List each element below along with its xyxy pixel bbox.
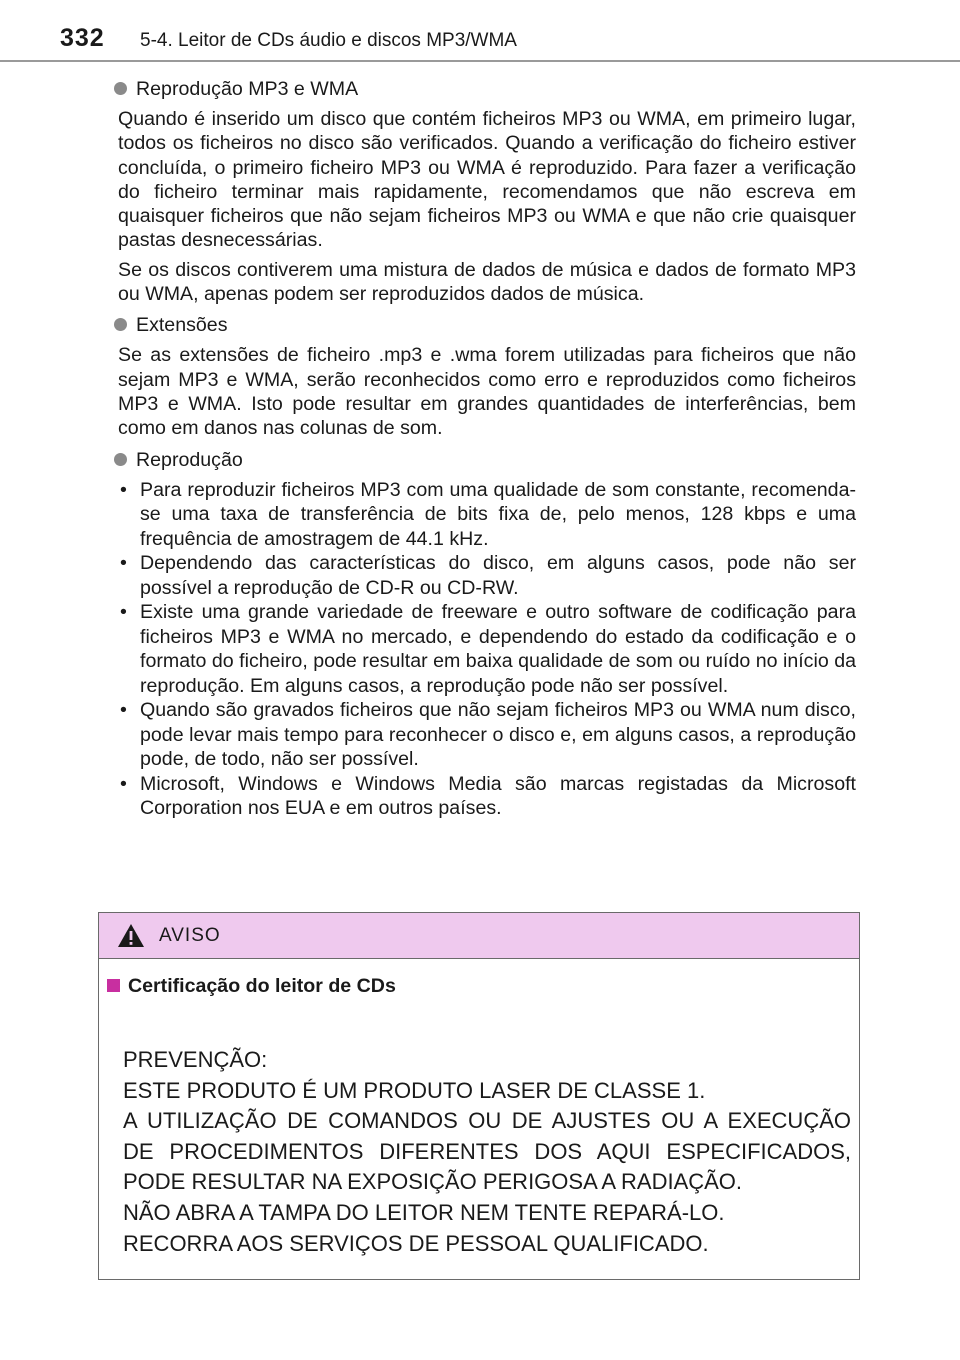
bullet-dot-icon: •	[120, 552, 127, 575]
item-title: Reprodução MP3 e WMA	[136, 78, 359, 100]
list-item	[118, 478, 856, 552]
square-marker-icon	[107, 979, 120, 992]
list-item	[118, 698, 856, 772]
item-heading	[98, 447, 856, 473]
warning-subtitle-text: Certificação do leitor de CDs	[128, 975, 396, 997]
warning-line: PREVENÇÃO:	[123, 1047, 268, 1072]
list-item-text: Para reproduzir ficheiros MP3 com uma qualidade de som constante, recomenda-se uma taxa de transferência de bits fixa de, pelo menos, 128 kbps e uma frequência de amostragem de 44.1 kHz.	[140, 478, 856, 550]
list-item	[118, 772, 856, 821]
header-divider	[0, 60, 960, 62]
page-header	[0, 0, 960, 62]
warning-line: RECORRA AOS SERVIÇOS DE PESSOAL QUALIFICADO.	[123, 1230, 709, 1256]
warning-line: ESTE PRODUTO É UM PRODUTO LASER DE CLASSE 1.	[123, 1077, 706, 1103]
bullet-dot-icon: •	[120, 601, 127, 624]
list-item-text: Quando são gravados ficheiros que não sejam ficheiros MP3 ou WMA num disco, pode levar mais tempo para reconhecer o disco e, em alguns casos, a reprodução pode, de todo, não ser possível.	[140, 699, 856, 771]
bullet-dot-icon: •	[120, 478, 127, 501]
warning-title: AVISO	[159, 925, 221, 946]
paragraph: Se os discos contiverem uma mistura de dados de música e dados de formato MP3 ou WMA, apenas podem ser reproduzidos dados de música.	[118, 258, 856, 306]
list-item	[118, 600, 856, 698]
circle-bullet-icon	[114, 82, 127, 95]
item-title: Extensões	[136, 314, 228, 337]
warning-header	[99, 913, 859, 959]
circle-bullet-icon	[114, 318, 127, 331]
warning-subtitle	[107, 975, 396, 998]
paragraph: Quando é inserido um disco que contém ficheiros MP3 ou WMA, em primeiro lugar, todos os ficheiros no disco são verificados. Quando a verificação do ficheiro estiver concluída, o primeiro ficheiro MP3 ou WMA é reproduzido. Para fazer a verificação do ficheiro terminar mais rapidamente, recomendamos que não escreva em quaisquer ficheiros que não sejam ficheiros MP3 ou WMA e que não crie quaisquer pastas desnecessárias.	[118, 108, 856, 252]
paragraph: Se as extensões de ficheiro .mp3 e .wma forem utilizadas para ficheiros que não sejam MP3 e WMA, serão reconhecidos como erro e reproduzidos como ficheiros MP3 e WMA. Isto pode resultar em grandes quantidades de interferências, bem como em danos nas colunas de som.	[118, 344, 856, 440]
bullet-dot-icon: •	[120, 772, 127, 795]
warning-line: NÃO ABRA A TAMPA DO LEITOR NEM TENTE REPARÁ-LO.	[123, 1199, 725, 1225]
warning-body	[123, 1045, 851, 1259]
bullet-list	[118, 478, 856, 821]
list-item	[118, 551, 856, 600]
warning-line: A UTILIZAÇÃO DE COMANDOS OU DE AJUSTES OU A EXECUÇÃO	[123, 1108, 851, 1134]
section-title: 5-4. Leitor de CDs áudio e discos MP3/WMA	[140, 30, 517, 51]
item-heading	[98, 312, 856, 338]
main-content	[98, 76, 856, 821]
bullet-dot-icon: •	[120, 699, 127, 722]
list-item-text: Dependendo das características do disco, em alguns casos, pode não ser possível a reprodução de CD-R ou CD-RW.	[140, 552, 856, 599]
warning-line: PODE RESULTAR NA EXPOSIÇÃO PERIGOSA A RADIAÇÃO.	[123, 1169, 743, 1195]
warning-line: DE PROCEDIMENTOS DIFERENTES DOS AQUI ESPECIFICADOS,	[123, 1138, 851, 1164]
warning-box	[98, 912, 860, 1280]
page-number: 332	[60, 24, 105, 52]
list-item-text: Existe uma grande variedade de freeware e outro software de codificação para ficheiros MP3 e WMA no mercado, e dependendo do estado da codificação e o formato do ficheiro, pode resultar em baixa qualidade de som ou ruído no início da reprodução. Em alguns casos, a reprodução pode não ser possível.	[140, 601, 856, 697]
list-item-text: Microsoft, Windows e Windows Media são marcas registadas da Microsoft Corporation nos EUA e em outros países.	[140, 772, 856, 820]
item-heading	[98, 76, 856, 102]
circle-bullet-icon	[114, 453, 127, 466]
item-title: Reprodução	[136, 448, 243, 471]
warning-triangle-icon	[117, 923, 145, 948]
